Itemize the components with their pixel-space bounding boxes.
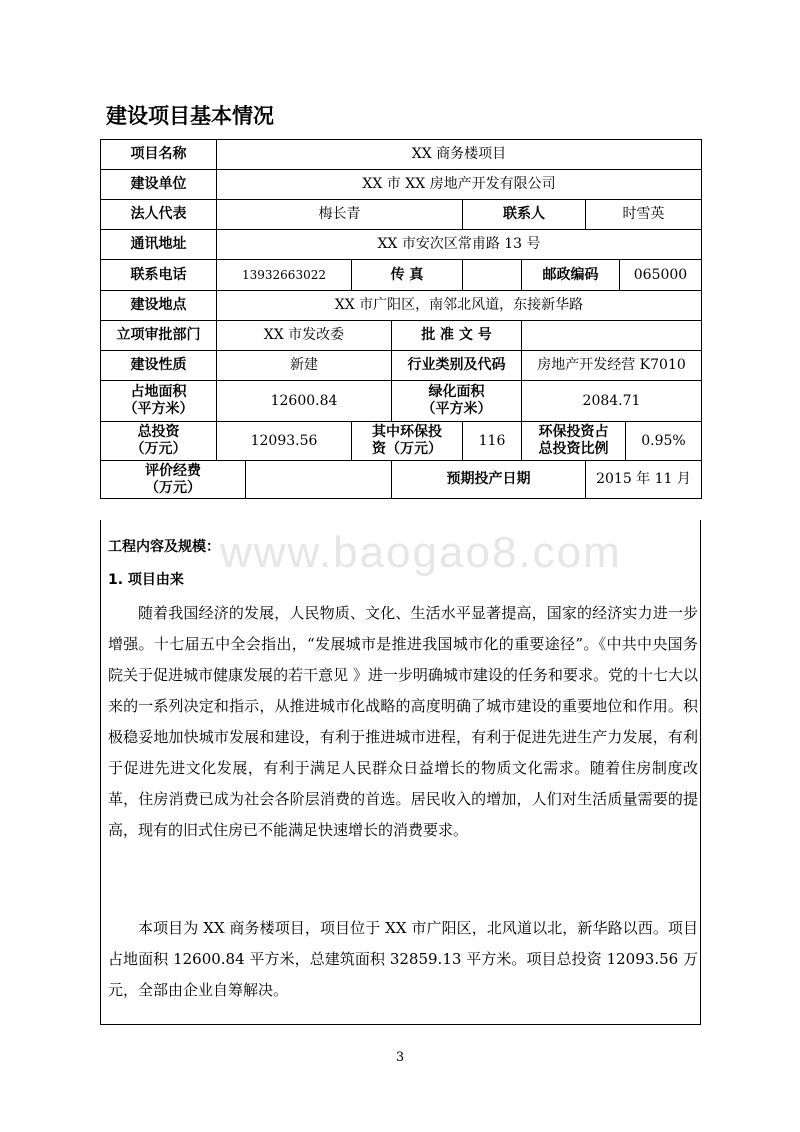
eval-fee-label-line1: 评价经费 [145,462,201,479]
industry-label: 行业类别及代码 [392,351,522,381]
page-number: 3 [395,1050,405,1065]
phone-value: 13932663022 [217,260,352,291]
builder-value: XX 市 XX 房地产开发有限公司 [217,170,702,200]
row-nature [101,351,702,381]
postcode-value: 065000 [620,260,702,291]
paragraph-2: 本项目为 XX 商务楼项目，项目位于 XX 市广阳区，北风道以北，新华路以西。项目占地面积 12600.84 平方米，总建筑面积 32859.13 平方米。项目总投资 12093.56 万元，全部由企业自筹解决。 [108,919,698,999]
eval-fee-label-line2: （万元） [145,479,201,496]
site-label: 建设地点 [101,291,217,321]
project-name-value: XX 商务楼项目 [217,140,702,170]
land-area-label [101,381,217,422]
row-site [101,291,702,321]
site-value: XX 市广阳区，南邻北风道，东接新华路 [217,291,702,321]
project-content-box [100,520,701,1025]
fax-value [463,260,522,291]
env-ratio-label-line2: 总投资比例 [538,441,609,457]
builder-label: 建设单位 [101,170,217,200]
env-invest-label-line2: 资（万元） [372,441,442,457]
page-title: 建设项目基本情况 [106,104,274,128]
green-area-label-line1: 绿化面积 [428,384,485,400]
total-invest-label [101,422,217,461]
env-ratio-value: 0.95% [626,422,702,461]
section-heading: 1. 项目由来 [108,572,184,588]
green-area-label-line2: （平方米） [421,401,492,417]
land-area-label-line1: 占地面积 [130,384,187,400]
env-invest-label-line1: 其中环保投 [372,424,442,440]
postcode-label: 邮政编码 [522,260,620,291]
address-value: XX 市安次区常甫路 13 号 [217,230,702,260]
legal-rep-value: 梅长青 [217,200,463,230]
nature-label: 建设性质 [101,351,217,381]
project-name-label: 项目名称 [101,140,217,170]
phone-label: 联系电话 [101,260,217,291]
land-area-label-line2: （平方米） [123,401,194,417]
total-invest-value: 12093.56 [217,422,352,461]
env-ratio-label [522,422,626,461]
row-address [101,230,702,260]
land-area-value: 12600.84 [217,381,392,422]
green-area-value: 2084.71 [522,381,702,422]
row-area [101,381,702,422]
fax-label: 传 真 [352,260,463,291]
row-project-name [101,140,702,170]
approval-dept-value: XX 市发改委 [217,321,392,351]
row-eval-fee [101,461,702,499]
green-area-label [392,381,522,422]
eval-fee-label [101,461,246,499]
env-invest-value: 116 [463,422,522,461]
total-invest-label-line1: 总投资 [137,424,180,440]
total-invest-label-line2: （万元） [130,441,187,457]
eval-fee-value [246,461,392,499]
paragraph-1: 随着我国经济的发展，人民物质、文化、生活水平显著提高，国家的经济实力进一步增强。十七届五中全会指出，“发展城市是推进我国城市化的重要途径”。《中共中央国务院关于促进城市健康发展的若干意见 》进一步明确城市建设的任务和要求。党的十七大以来的一系列决定和指示，从推进城市化战略的高度明确了城市建设的重要地位和作用。积极稳妥地加快城市发展和建设，有利于推进城市进程，有利于促进先进生产力发展，有利于促进先进文化发展，有利于满足人民群众日益增长的物质文化需求。随着住房制度改革，住房消费已成为社会各阶层消费的首选。居民收入的增加，人们对生活质量需要的提高，现有的旧式住房已不能满足快速增长的消费要求。 [108,604,698,839]
approval-dept-label: 立项审批部门 [101,321,217,351]
project-info-table [100,139,702,499]
legal-rep-label: 法人代表 [101,200,217,230]
watermark: www.baogao8.com [220,528,622,577]
approval-doc-label: 批 准 文 号 [392,321,522,351]
content-heading: 工程内容及规模： [108,539,220,555]
approval-doc-value [522,321,702,351]
row-phone [101,260,702,291]
contact-label: 联系人 [463,200,586,230]
nature-value: 新建 [217,351,392,381]
contact-value: 时雪英 [586,200,702,230]
row-legal-rep [101,200,702,230]
env-ratio-label-line1: 环保投资占 [538,424,609,440]
env-invest-label [352,422,463,461]
row-investment [101,422,702,461]
row-approval [101,321,702,351]
start-date-value: 2015 年 11 月 [586,461,702,499]
address-label: 通讯地址 [101,230,217,260]
start-date-label: 预期投产日期 [392,461,586,499]
row-builder [101,170,702,200]
industry-value: 房地产开发经营 K7010 [522,351,702,381]
